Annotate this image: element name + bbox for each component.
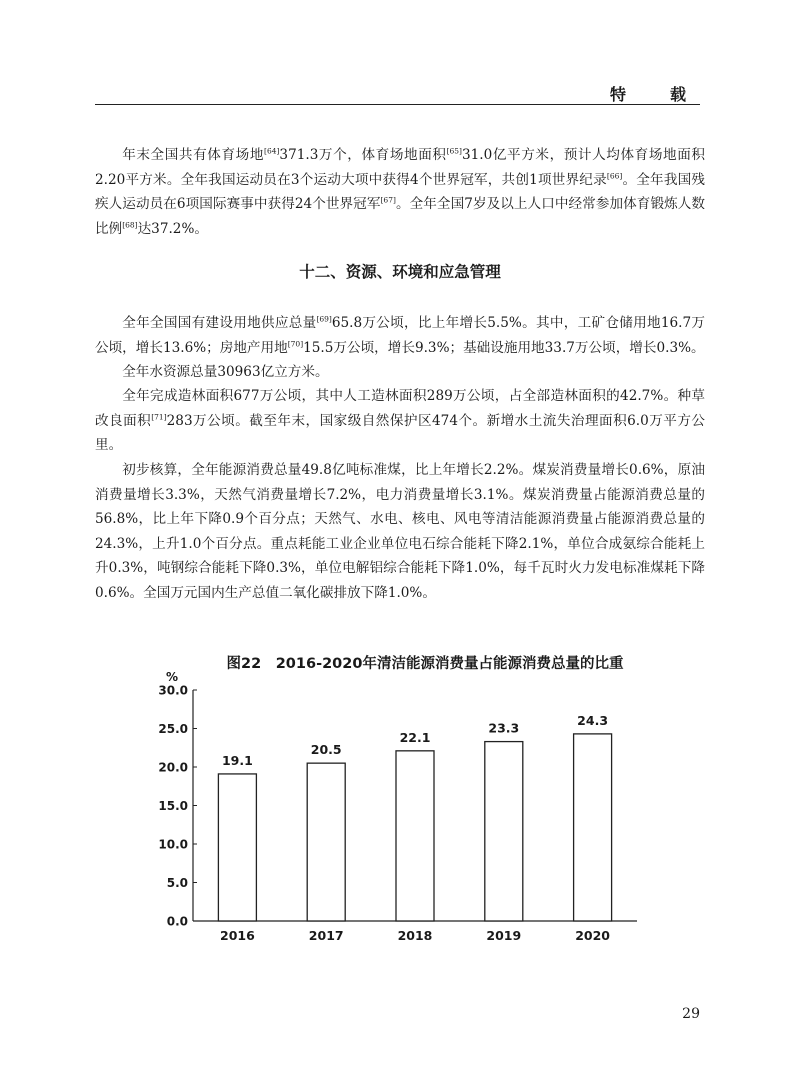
bar-value-label: 19.1 — [221, 752, 253, 768]
paragraph-text: 初步核算，全年能源消费总量49.8亿吨标准煤，比上年增长2.2%。煤炭消费量增长0.6%，原油消费量增长3.3%，天然气消费量增长7.2%，电力消费量增长3.1%。煤炭消费量占能源消费总量的56.8%，比上年下降0.9个百分点；天然气、水电、核电、风电等清洁能源消费量占能源消费总量的24.3%，上升1.0个百分点。重点耗能工业企业单位电石综合能耗下降2.1%，单位合成氨综合能耗上升0.3%，吨钢综合能耗下降0.3%，单位电解铝综合能耗下降1.0%，每千瓦时火力发电标准煤耗下降0.6%。全国万元国内生产总值二氧化碳排放下降1.0%。 — [95, 462, 705, 601]
bar — [485, 742, 523, 921]
chart-title: 图22 2016-2020年清洁能源消费量占能源消费总量的比重 — [226, 656, 624, 672]
paragraph-text: 。全年我国残疾人运动员在6项国际赛事中获得24个世界冠军 — [95, 171, 706, 212]
bar-value-label: 20.5 — [310, 742, 342, 758]
paragraph-text: 31.0亿平方米，预计人均体育场地面积2.20平方米。全年我国运动员在3个运动大项中获得4个世界冠军，共创1项世界纪录 — [95, 147, 705, 188]
paragraph-text: 65.8万公顷，比上年增长5.5%。其中，工矿仓储用地16.7万公顷，增长13.6%；房地产用地 — [95, 315, 705, 356]
y-tick-label: 10.0 — [158, 837, 188, 852]
paragraph-text: 371.3万个，体育场地面积 — [279, 147, 447, 163]
footnote-marker: [71] — [151, 411, 167, 421]
footnote-marker: [69] — [316, 314, 332, 324]
paragraph-text: 全年全国国有建设用地供应总量 — [122, 315, 317, 331]
footnote-marker: [64] — [264, 146, 280, 156]
paragraph-text: 年末全国共有体育场地 — [122, 147, 265, 163]
bar — [574, 734, 612, 921]
y-tick-label: 25.0 — [158, 722, 188, 736]
bar-value-label: 22.1 — [399, 729, 431, 745]
header-title: 特 载 — [609, 85, 700, 104]
paragraph-text: 283万公顷。截至年末，国家级自然保护区474个。新增水土流失治理面积6.0万平方公里。 — [95, 412, 705, 453]
bar — [218, 774, 256, 921]
footnote-marker: [68] — [122, 219, 138, 229]
paragraph-text: 达37.2%。 — [137, 220, 208, 237]
y-axis-unit-label: % — [166, 670, 179, 684]
bar — [307, 763, 345, 921]
y-tick-label: 0.0 — [166, 914, 188, 929]
x-tick-label: 2017 — [308, 928, 344, 943]
footnote-marker: [66] — [606, 170, 623, 180]
bar — [396, 751, 434, 921]
footnote-marker: [70] — [287, 338, 304, 348]
y-tick-label: 30.0 — [158, 683, 188, 698]
x-tick-label: 2016 — [220, 928, 255, 943]
paragraph-text: 15.5万公顷，增长9.3%；基础设施用地33.7万公顷，增长0.3%。 — [303, 339, 705, 356]
page-number: 29 — [682, 1006, 700, 1022]
bar-value-label: 24.3 — [577, 712, 609, 728]
x-tick-label: 2019 — [486, 928, 522, 943]
y-tick-label: 15.0 — [158, 799, 188, 813]
y-tick-label: 5.0 — [166, 876, 188, 890]
footnote-marker: [65] — [446, 146, 462, 156]
paragraph-text: 全年完成造林面积677万公顷，其中人工造林面积289万公顷，占全部造林面积的42.7%。种草改良面积 — [95, 388, 705, 429]
x-tick-label: 2020 — [575, 928, 610, 943]
paragraph-text: 全年水资源总量30963亿立方米。 — [122, 364, 329, 380]
footnote-marker: [67] — [380, 195, 396, 205]
section-heading: 十二、资源、环境和应急管理 — [299, 263, 501, 281]
x-tick-label: 2018 — [397, 928, 433, 943]
bar-value-label: 23.3 — [488, 720, 520, 736]
y-tick-label: 20.0 — [158, 760, 188, 775]
paragraph-text: 。全年全国7岁及以上人口中经常参加体育锻炼人数比例 — [95, 196, 705, 237]
